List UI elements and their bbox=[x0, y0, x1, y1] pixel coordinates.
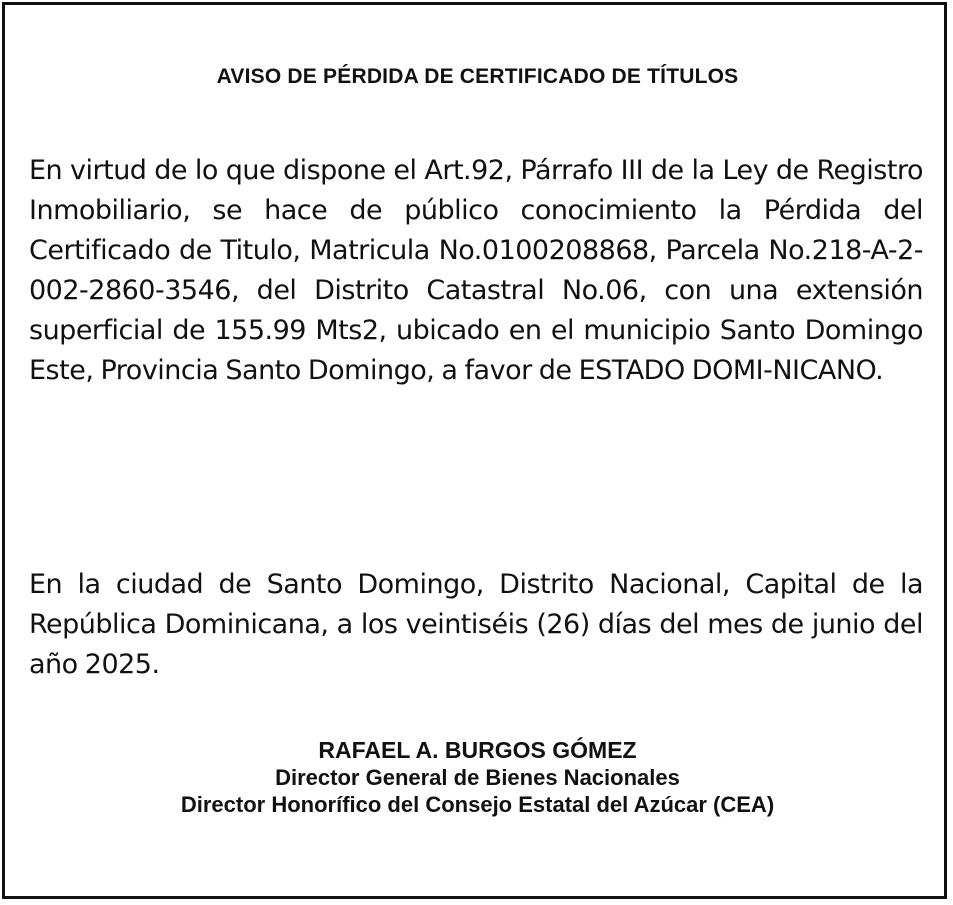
notice-paragraph-1: En virtud de lo que dispone el Art.92, Párrafo III de la Ley de Registro Inmobiliario, se hace de público conocimiento la Pérdida del Certificado de Titulo, Matricula No.0100208868, Parcela No.218-A-2-002-2860-3546, del Distrito Catastral No.06, con una extensión superficial de 155.99 Mts2, ubicado en el municipio Santo Domingo Este, Provincia Santo Domingo, a favor de ESTADO DOMI-NICANO. bbox=[29, 155, 923, 386]
notice-frame bbox=[2, 2, 947, 899]
signatory-title-2: Director Honorífico del Consejo Estatal del Azúcar (CEA) bbox=[180, 792, 775, 817]
signature-block bbox=[5, 736, 950, 818]
notice-title: AVISO DE PÉRDIDA DE CERTIFICADO DE TÍTULOS bbox=[216, 65, 739, 88]
notice-paragraph-2: En la ciudad de Santo Domingo, Distrito Nacional, Capital de la República Dominicana, a los veintiséis (26) días del mes de junio del año 2025. bbox=[29, 569, 923, 680]
signatory-name: RAFAEL A. BURGOS GÓMEZ bbox=[318, 737, 637, 763]
signatory-title-1: Director General de Bienes Nacionales bbox=[275, 765, 680, 790]
